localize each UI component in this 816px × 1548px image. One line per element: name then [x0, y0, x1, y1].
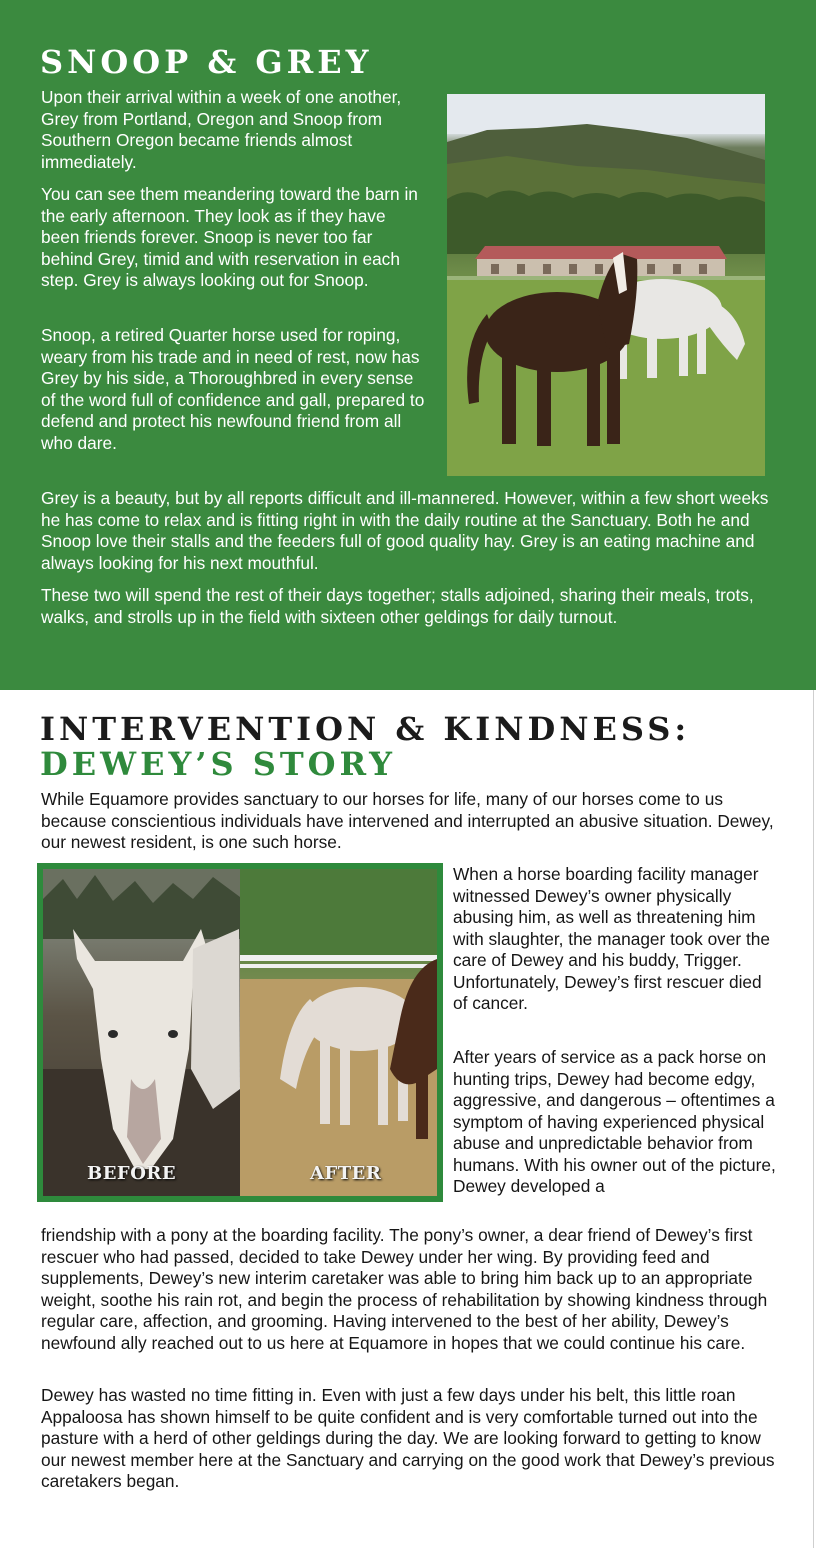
before-after-photo: [37, 863, 443, 1202]
paragraph-arrival: Upon their arrival within a week of one another, Grey from Portland, Oregon and Snoop from Southern Oregon became friends almost immediately.: [41, 87, 402, 172]
page-edge-rule: [813, 690, 814, 1548]
paragraph-grey-beauty: Grey is a beauty, but by all reports difficult and ill-mannered. However, within a few short weeks he has come to relax and is fitting right in with the daily routine at the Sanctuary. Both he and Snoop love their stalls and the feeders full of good quality hay. Grey is an eating machine and always looking for his next mouthful.: [41, 488, 769, 573]
paragraph-equamore-intro: While Equamore provides sanctuary to our horses for life, many of our horses come to us because conscientious individuals have intervened and interrupted an abusive situation. Dewey, our newest resident, is one such horse.: [41, 789, 774, 852]
after-photo: [240, 869, 437, 1196]
snoop-grey-section: [0, 0, 816, 690]
after-label: AFTER: [310, 1163, 382, 1184]
paragraph-pack-horse: After years of service as a pack horse on hunting trips, Dewey had become edgy, aggressive, and dangerous – oftentimes a symptom of having experienced physical abuse and unpredictable behavior from humans. With his owner out of the picture, Dewey developed a: [453, 1047, 776, 1196]
paragraph-snoop-retired: Snoop, a retired Quarter horse used for roping, weary from his trade and in need of rest, now has Grey by his side, a Thoroughbred in every sense of the word full of confidence and gall, prepared to defend and protect his newfound friend from all who dare.: [41, 325, 425, 453]
dewey-before-illustration: [43, 869, 240, 1196]
before-after-inner: [43, 869, 437, 1196]
section-title-intervention: INTERVENTION & KINDNESS:: [40, 710, 691, 748]
paragraph-meandering: You can see them meandering toward the barn in the early afternoon. They look as if they have been friends forever. Snoop is never too far behind Grey, timid and with reservation in each step. Grey is always looking out for Snoop.: [41, 184, 418, 290]
before-label: BEFORE: [87, 1163, 177, 1184]
paragraph-friendship-pony: friendship with a pony at the boarding facility. The pony’s owner, a dear friend of Dewey’s first rescuer who had passed, decided to take Dewey under her wing. By providing feed and supplements, Dewey’s new interim caretaker was able to bring him back up to an appropriate weight, soothe his rain rot, and begin the process of rehabilitation by showing kindness through regular care, affection, and grooming. Having intervened to the best of her ability, Dewey’s newfound ally reached out to us here at Equamore in hopes that we could continue his care.: [41, 1225, 768, 1353]
paragraph-fitting-in: Dewey has wasted no time fitting in. Even with just a few days under his belt, this little roan Appaloosa has shown himself to be quite confident and is very comfortable turned out into the pasture with a herd of other geldings during the day. We are looking forward to getting to know our newest member here at the Sanctuary and carrying on the good work that Dewey’s previous caretakers began.: [41, 1385, 775, 1491]
snoop-grey-photo: [447, 94, 765, 476]
dewey-after-illustration: [240, 869, 437, 1196]
paragraph-boarding-facility: When a horse boarding facility manager witnessed Dewey’s owner physically abusing him, as well as threatening him with slaughter, the manager took over the care of Dewey and his buddy, Trigger. Unfortunately, Dewey’s first rescuer died of cancer.: [453, 864, 771, 1013]
paragraph-together: These two will spend the rest of their days together; stalls adjoined, sharing their meals, trots, walks, and strolls up in the field with sixteen other geldings for daily turnout.: [41, 585, 754, 627]
section-subtitle-dewey: DEWEY’S STORY: [40, 745, 396, 783]
section-title-snoop-grey: SNOOP & GREY: [40, 43, 373, 81]
before-photo: [43, 869, 240, 1196]
horses-in-field-illustration: [447, 94, 765, 476]
